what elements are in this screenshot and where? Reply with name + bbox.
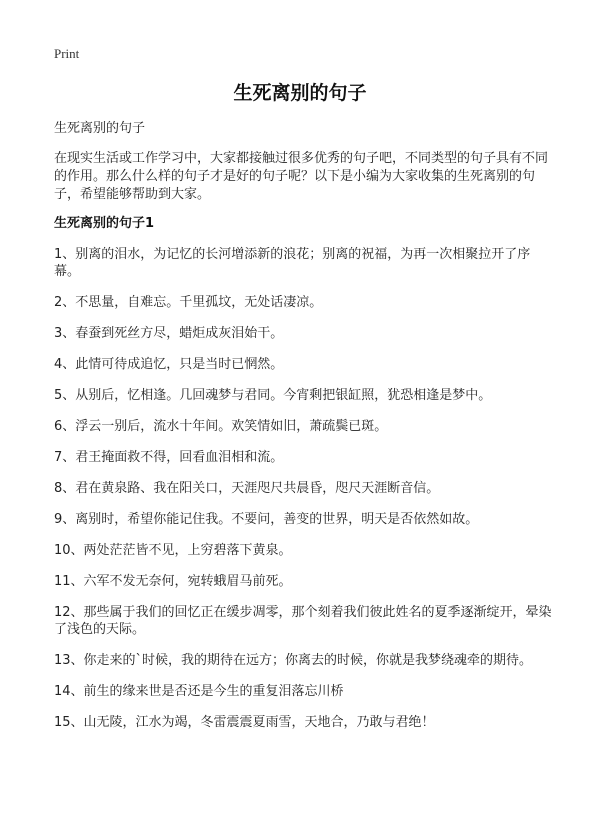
list-item: 10、两处茫茫皆不见，上穷碧落下黄泉。	[54, 543, 292, 558]
subtitle: 生死离别的句子	[54, 121, 146, 136]
list-item: 1、别离的泪水，为记忆的长河增添新的浪花；别离的祝福，为再一次相聚拉开了序幕。	[54, 247, 531, 279]
page-title: 生死离别的句子	[233, 82, 367, 104]
list-item: 7、君王掩面救不得，回看血泪相和流。	[54, 450, 284, 465]
list-item: 11、六军不发无奈何，宛转蛾眉马前死。	[54, 574, 292, 589]
list-item: 15、山无陵，江水为竭，冬雷震震夏雨雪，天地合，乃敢与君绝！	[54, 715, 435, 730]
list-item: 8、君在黄泉路、我在阳关口，天涯咫尺共晨昏，咫尺天涯断音信。	[54, 481, 440, 496]
list-item: 3、春蚕到死丝方尽，蜡炬成灰泪始干。	[54, 326, 284, 341]
list-item: 14、前生的缘来世是否还是今生的重复泪落忘川桥	[54, 684, 344, 699]
list-item: 13、你走来的`时候，我的期待在远方；你离去的时候，你就是我梦绕魂牵的期待。	[54, 653, 533, 668]
list-item: 12、那些属于我们的回忆正在缓步凋零，那个刻着我们彼此姓名的夏季逐渐绽开，晕染了浅色的天际。	[54, 605, 552, 637]
intro-paragraph: 在现实生活或工作学习中，大家都接触过很多优秀的句子吧，不同类型的句子具有不同的作用。那么什么样的句子才是好的句子呢？以下是小编为大家收集的生死离别的句子，希望能够帮助到大家。	[54, 151, 549, 202]
list-item: 6、浮云一别后，流水十年间。欢笑情如旧，萧疏鬓已斑。	[54, 419, 388, 434]
list-item: 2、不思量，自难忘。千里孤坟，无处话凄凉。	[54, 295, 323, 310]
section-heading: 生死离别的句子1	[54, 216, 155, 231]
list-item: 9、离别时，希望你能记住我。不要问，善变的世界，明天是否依然如故。	[54, 512, 479, 527]
list-item: 5、从别后，忆相逢。几回魂梦与君同。今宵剩把银缸照，犹恐相逢是梦中。	[54, 388, 492, 403]
print-link[interactable]: Print	[54, 46, 80, 61]
sentence-list	[54, 246, 554, 745]
list-item: 4、此情可待成追忆，只是当时已惘然。	[54, 357, 284, 372]
